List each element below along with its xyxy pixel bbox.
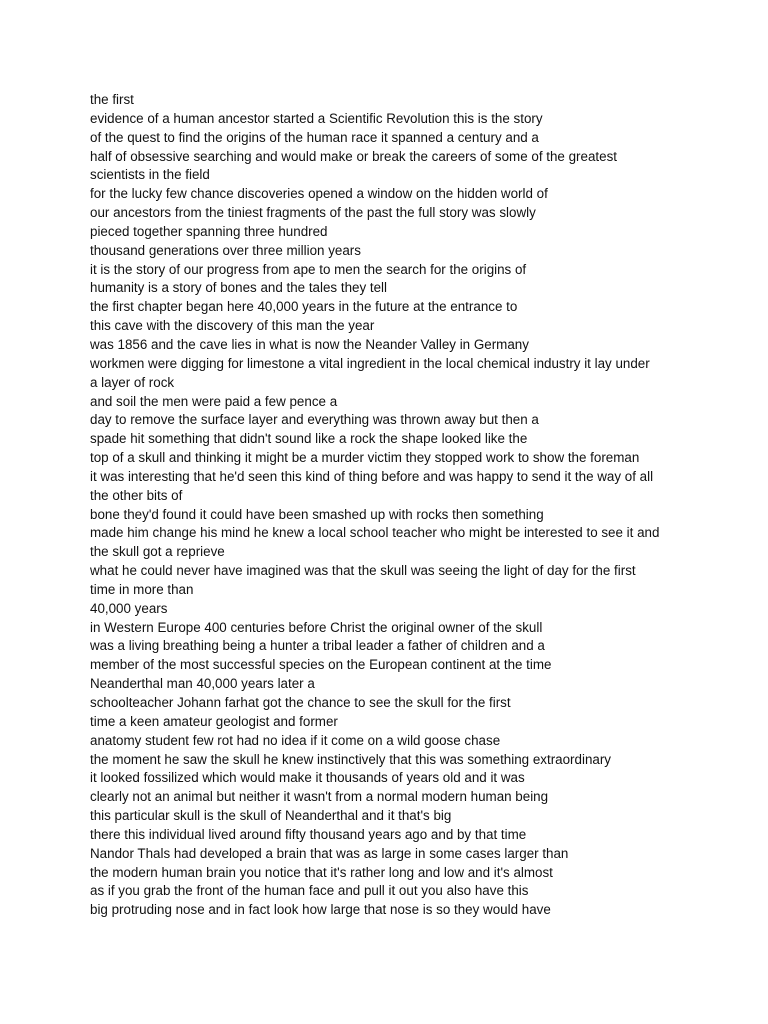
text-line: the other bits of xyxy=(90,487,183,503)
text-line: this cave with the discovery of this man the year xyxy=(90,318,375,334)
text-line: anatomy student few rot had no idea if it come on a wild goose chase xyxy=(90,732,501,748)
text-line: top of a skull and thinking it might be a murder victim they stopped work to show the foreman xyxy=(90,450,640,466)
text-line: workmen were digging for limestone a vital ingredient in the local chemical industry it lay under xyxy=(90,355,650,371)
text-line: what he could never have imagined was that the skull was seeing the light of day for the first xyxy=(90,563,636,579)
text-line: it was interesting that he'd seen this kind of thing before and was happy to send it the way of all xyxy=(90,468,654,484)
text-line: day to remove the surface layer and everything was thrown away but then a xyxy=(90,412,539,428)
text-line: scientists in the field xyxy=(90,167,210,183)
text-line: it is the story of our progress from ape to men the search for the origins of xyxy=(90,261,527,277)
text-line: time a keen amateur geologist and former xyxy=(90,713,338,729)
text-line: the moment he saw the skull he knew instinctively that this was something extraordinary xyxy=(90,751,611,767)
text-line: of the quest to find the origins of the human race it spanned a century and a xyxy=(90,129,539,145)
text-line: for the lucky few chance discoveries opened a window on the hidden world of xyxy=(90,186,548,202)
text-line: Neanderthal man 40,000 years later a xyxy=(90,676,315,692)
transcript-text xyxy=(90,91,710,920)
text-line: time in more than xyxy=(90,581,194,597)
text-line: made him change his mind he knew a local school teacher who might be interested to see it and xyxy=(90,525,660,541)
text-line: the first chapter began here 40,000 years in the future at the entrance to xyxy=(90,299,518,315)
text-line: 40,000 years xyxy=(90,600,168,616)
text-line: the skull got a reprieve xyxy=(90,544,225,560)
text-line: as if you grab the front of the human face and pull it out you also have this xyxy=(90,883,529,899)
text-line: the modern human brain you notice that it's rather long and low and it's almost xyxy=(90,864,553,880)
text-line: our ancestors from the tiniest fragments of the past the full story was slowly xyxy=(90,205,536,221)
text-line: Nandor Thals had developed a brain that was as large in some cases larger than xyxy=(90,845,569,861)
text-line: there this individual lived around fifty thousand years ago and by that time xyxy=(90,826,527,842)
text-line: in Western Europe 400 centuries before Christ the original owner of the skull xyxy=(90,619,543,635)
text-line: was 1856 and the cave lies in what is now the Neander Valley in Germany xyxy=(90,336,529,352)
text-line: bone they'd found it could have been smashed up with rocks then something xyxy=(90,506,544,522)
text-line: humanity is a story of bones and the tales they tell xyxy=(90,280,387,296)
text-line: was a living breathing being a hunter a tribal leader a father of children and a xyxy=(90,638,545,654)
text-line: the first xyxy=(90,92,134,107)
text-line: half of obsessive searching and would make or break the careers of some of the greatest xyxy=(90,148,617,164)
text-line: it looked fossilized which would make it thousands of years old and it was xyxy=(90,770,525,786)
text-line: thousand generations over three million years xyxy=(90,242,361,258)
text-line: schoolteacher Johann farhat got the chance to see the skull for the first xyxy=(90,695,511,710)
text-line: pieced together spanning three hundred xyxy=(90,223,328,239)
text-line: and soil the men were paid a few pence a xyxy=(90,393,338,409)
text-line: a layer of rock xyxy=(90,374,175,390)
text-line: spade hit something that didn't sound like a rock the shape looked like the xyxy=(90,431,528,447)
text-line: big protruding nose and in fact look how large that nose is so they would have xyxy=(90,902,551,918)
text-line: member of the most successful species on the European continent at the time xyxy=(90,657,552,673)
text-line: evidence of a human ancestor started a Scientific Revolution this is the story xyxy=(90,110,543,126)
text-line: clearly not an animal but neither it wasn't from a normal modern human being xyxy=(90,789,549,805)
text-line: this particular skull is the skull of Neanderthal and it that's big xyxy=(90,808,452,824)
